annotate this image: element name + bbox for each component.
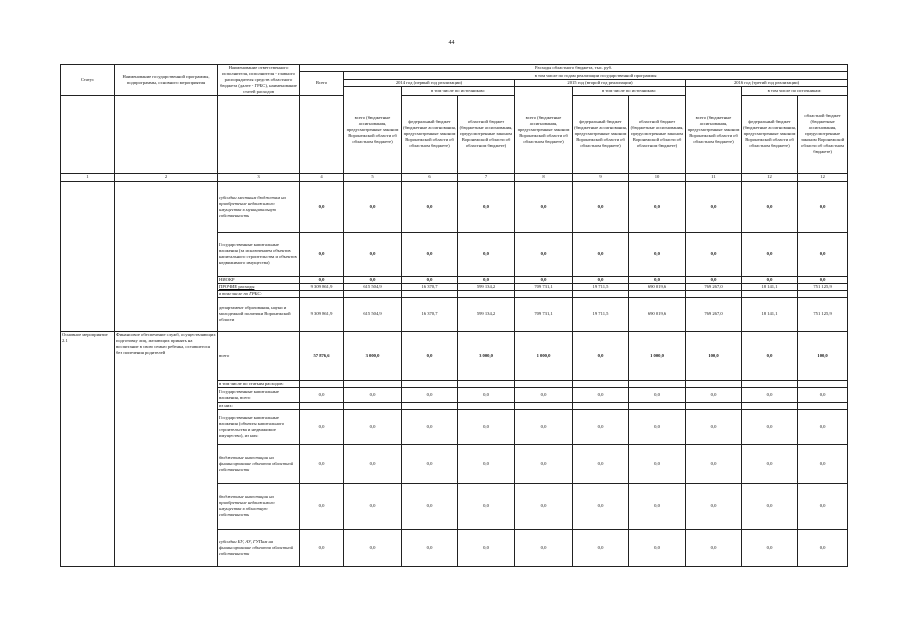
value-cell — [458, 402, 515, 409]
value-cell — [798, 380, 848, 387]
value-cell — [629, 402, 686, 409]
value-cell: 0,0 — [515, 529, 573, 566]
value-cell: 0,0 — [742, 387, 798, 402]
row-label: в том числе по статьям расходов: — [218, 380, 300, 387]
col-number: 7 — [458, 173, 515, 181]
header-by-years: в том числе по годам реализации государственной программы — [344, 72, 848, 80]
value-cell: 0,0 — [300, 409, 344, 444]
value-cell: 0,0 — [798, 387, 848, 402]
col-number: 1 — [61, 173, 115, 181]
header-all-2016: всего (бюджетные ассигнования, предусмотренные законом Воронежской области об областном бюджете) — [686, 87, 742, 173]
col-number: 2 — [115, 173, 218, 181]
row-label: из них: — [218, 402, 300, 409]
value-cell: 0,0 — [344, 276, 402, 283]
value-cell: 0,0 — [515, 232, 573, 276]
value-cell: 751 125,9 — [798, 283, 848, 290]
value-cell: 0,0 — [798, 529, 848, 566]
header-year-2015: 2015 год (второй год реализации) — [515, 80, 686, 87]
value-cell — [458, 380, 515, 387]
col-number: 10 — [629, 173, 686, 181]
value-cell: 16 370,7 — [402, 297, 458, 331]
value-cell: 0,0 — [686, 387, 742, 402]
header-regional-2016: областной бюджет (бюджетные ассигнования, предусмотренные законом Воронежской области об областном бюджете) — [798, 95, 848, 173]
value-cell — [742, 380, 798, 387]
col-number: 11 — [686, 173, 742, 181]
value-cell: 0,0 — [742, 276, 798, 283]
value-cell: 769 267,0 — [686, 283, 742, 290]
value-cell: 0,0 — [798, 181, 848, 232]
col-number: 12 — [742, 173, 798, 181]
value-cell: 0,0 — [458, 444, 515, 483]
value-cell — [515, 290, 573, 297]
value-cell: 0,0 — [300, 232, 344, 276]
value-cell: 615 504,9 — [344, 283, 402, 290]
value-cell — [344, 380, 402, 387]
value-cell: 0,0 — [629, 529, 686, 566]
value-cell: 0,0 — [300, 181, 344, 232]
header-year-2016: 2016 год (третий год реализации) — [686, 80, 848, 87]
page-number: 44 — [448, 40, 455, 46]
value-cell: 0,0 — [742, 409, 798, 444]
header-program-name: Наименование государственной программы, подпрограммы, основного мероприятия — [115, 65, 218, 96]
row-label: НИОКР — [218, 276, 300, 283]
value-cell: 0,0 — [402, 409, 458, 444]
header-federal-2016: федеральный бюджет (бюджетные ассигнования, предусмотренные законом Воронежской области об областном бюджете) — [742, 95, 798, 173]
value-cell: 0,0 — [798, 444, 848, 483]
status-cell-empty — [61, 181, 115, 331]
value-cell: 0,0 — [458, 276, 515, 283]
column-number-row — [61, 173, 848, 181]
value-cell: 0,0 — [402, 387, 458, 402]
value-cell: 0,0 — [300, 276, 344, 283]
value-cell: 0,0 — [344, 409, 402, 444]
value-cell: 0,0 — [629, 232, 686, 276]
value-cell: 0,0 — [458, 387, 515, 402]
value-cell: 599 134,2 — [458, 283, 515, 290]
value-cell: 709 731,1 — [515, 283, 573, 290]
col-number: 3 — [218, 173, 300, 181]
value-cell — [742, 402, 798, 409]
row-label: Государственные капитальные вложения (объекты капитального строительства и недвижимое имущество), из них: — [218, 409, 300, 444]
value-cell: 0,0 — [686, 444, 742, 483]
value-cell — [573, 290, 629, 297]
row-label: в том числе по ГРБС: — [218, 290, 300, 297]
col-number: 5 — [344, 173, 402, 181]
value-cell: 0,0 — [686, 276, 742, 283]
value-cell: 0,0 — [515, 409, 573, 444]
measure-status: Основное мероприятие 2.1 — [61, 331, 115, 566]
value-cell: 0,0 — [742, 232, 798, 276]
name-cell-empty — [115, 181, 218, 331]
value-cell: 18 141,1 — [742, 297, 798, 331]
value-cell: 0,0 — [458, 232, 515, 276]
value-cell: 0,0 — [629, 181, 686, 232]
value-cell: 0,0 — [573, 232, 629, 276]
value-cell: 0,0 — [573, 444, 629, 483]
value-cell — [402, 290, 458, 297]
value-cell: 57 876,6 — [300, 331, 344, 380]
value-cell: 0,0 — [515, 181, 573, 232]
header-executor-cont — [218, 95, 300, 173]
value-cell — [300, 290, 344, 297]
value-cell — [686, 380, 742, 387]
row-label: бюджетные инвестиции на финансирование объектов областной собственности — [218, 444, 300, 483]
value-cell: 0,0 — [629, 409, 686, 444]
value-cell: 690 019,6 — [629, 283, 686, 290]
header-name-cont — [115, 95, 218, 173]
value-cell: 0,0 — [344, 387, 402, 402]
row-label: Государственные капитальные вложения (за исключением объектов капитального строительства и объектов недвижимого имущества) — [218, 232, 300, 276]
value-cell: 0,0 — [798, 276, 848, 283]
value-cell: 0,0 — [344, 181, 402, 232]
value-cell: 0,0 — [742, 529, 798, 566]
header-expenses: Расходы областного бюджета, тыс. руб. — [300, 65, 848, 72]
value-cell: 0,0 — [402, 232, 458, 276]
value-cell: 769 267,0 — [686, 297, 742, 331]
table-row — [61, 181, 848, 232]
value-cell: 0,0 — [402, 483, 458, 529]
value-cell: 0,0 — [458, 483, 515, 529]
value-cell — [798, 290, 848, 297]
value-cell: 0,0 — [686, 483, 742, 529]
value-cell: 0,0 — [629, 387, 686, 402]
value-cell — [686, 290, 742, 297]
value-cell — [344, 402, 402, 409]
value-cell: 0,0 — [629, 276, 686, 283]
value-cell: 0,0 — [573, 331, 629, 380]
value-cell: 0,0 — [798, 483, 848, 529]
row-label: субсидии местным бюджетам на приобретение недвижимого имущества в муниципальную собственность — [218, 181, 300, 232]
header-regional-2014: областной бюджет (бюджетные ассигнования, предусмотренные законом Воронежской области об областном бюджете) — [458, 95, 515, 173]
value-cell: 0,0 — [686, 232, 742, 276]
value-cell: 0,0 — [402, 181, 458, 232]
header-year-2014: 2014 год (первый год реализации) — [344, 80, 515, 87]
header-status-cont — [61, 95, 115, 173]
value-cell: 599 134,2 — [458, 297, 515, 331]
value-cell — [798, 402, 848, 409]
value-cell: 0,0 — [300, 444, 344, 483]
header-sources-2015: в том числе по источникам: — [573, 87, 686, 95]
value-cell: 0,0 — [573, 409, 629, 444]
value-cell: 0,0 — [798, 409, 848, 444]
value-cell: 1 000,0 — [629, 331, 686, 380]
value-cell: 0,0 — [573, 483, 629, 529]
value-cell — [629, 290, 686, 297]
value-cell: 0,0 — [686, 409, 742, 444]
value-cell — [629, 380, 686, 387]
value-cell: 0,0 — [300, 483, 344, 529]
value-cell — [573, 380, 629, 387]
header-total: Всего — [300, 72, 344, 96]
value-cell: 0,0 — [629, 444, 686, 483]
value-cell: 3 000,0 — [344, 331, 402, 380]
value-cell: 615 504,9 — [344, 297, 402, 331]
value-cell: 0,0 — [515, 387, 573, 402]
value-cell: 0,0 — [402, 529, 458, 566]
header-executor: Наименование ответственного исполнителя, исполнителя - главного распорядителя средств областного бюджета (далее - ГРБС), наименование статей расходов — [218, 65, 300, 96]
row-label: всего — [218, 331, 300, 380]
value-cell: 0,0 — [402, 444, 458, 483]
value-cell: 3 000,0 — [458, 331, 515, 380]
value-cell: 0,0 — [573, 387, 629, 402]
value-cell: 0,0 — [798, 232, 848, 276]
measure-name: Финансовое обеспечение служб, осуществляющих подготовку лиц, желающих принять на воспитание в свою семью ребенка, оставшегося без попечения родителей — [115, 331, 218, 566]
header-sources-2016: в том числе по источникам: — [742, 87, 848, 95]
value-cell: 0,0 — [742, 483, 798, 529]
value-cell: 0,0 — [742, 444, 798, 483]
header-status: Статус — [61, 65, 115, 96]
row-label: департамент образования, науки и молодежной политики Воронежской области — [218, 297, 300, 331]
value-cell: 18 141,1 — [742, 283, 798, 290]
value-cell: 16 370,7 — [402, 283, 458, 290]
value-cell: 690 019,6 — [629, 297, 686, 331]
row-label: бюджетные инвестиции на приобретение недвижимого имущества в областную собственность — [218, 483, 300, 529]
table-row — [61, 331, 848, 380]
value-cell — [686, 402, 742, 409]
value-cell: 0,0 — [344, 483, 402, 529]
value-cell: 0,0 — [458, 181, 515, 232]
value-cell — [300, 402, 344, 409]
header-federal-2014: федеральный бюджет (бюджетные ассигнования, предусмотренные законом Воронежской области об областном бюджете) — [402, 95, 458, 173]
value-cell: 0,0 — [402, 276, 458, 283]
value-cell: 0,0 — [402, 331, 458, 380]
col-number: 12 — [798, 173, 848, 181]
value-cell: 9 309 861,9 — [300, 283, 344, 290]
value-cell: 0,0 — [458, 529, 515, 566]
value-cell — [402, 380, 458, 387]
value-cell — [300, 380, 344, 387]
value-cell: 0,0 — [300, 387, 344, 402]
value-cell: 751 125,9 — [798, 297, 848, 331]
value-cell: 0,0 — [515, 483, 573, 529]
value-cell: 0,0 — [686, 181, 742, 232]
value-cell: 100,0 — [798, 331, 848, 380]
value-cell: 0,0 — [515, 444, 573, 483]
budget-table — [60, 64, 848, 567]
header-sources-2014: в том числе по источникам: — [402, 87, 515, 95]
value-cell — [515, 380, 573, 387]
row-label: субсидии БУ, АУ, ГУПам на финансирование объектов областной собственности — [218, 529, 300, 566]
value-cell — [515, 402, 573, 409]
header-all-2015: всего (бюджетные ассигнования, предусмотренные законом Воронежской области об областном бюджете) — [515, 87, 573, 173]
header-federal-2015: федеральный бюджет (бюджетные ассигнования, предусмотренные законом Воронежской области об областном бюджете) — [573, 95, 629, 173]
value-cell: 19 711,5 — [573, 297, 629, 331]
col-number: 4 — [300, 173, 344, 181]
value-cell — [742, 290, 798, 297]
value-cell: 0,0 — [344, 232, 402, 276]
col-number: 6 — [402, 173, 458, 181]
value-cell: 0,0 — [300, 529, 344, 566]
value-cell: 9 309 861,9 — [300, 297, 344, 331]
value-cell: 0,0 — [573, 529, 629, 566]
value-cell: 709 731,1 — [515, 297, 573, 331]
value-cell: 0,0 — [573, 276, 629, 283]
value-cell — [458, 290, 515, 297]
value-cell — [344, 290, 402, 297]
value-cell — [573, 402, 629, 409]
value-cell: 0,0 — [515, 276, 573, 283]
value-cell: 0,0 — [629, 483, 686, 529]
value-cell: 0,0 — [344, 529, 402, 566]
value-cell: 0,0 — [742, 331, 798, 380]
value-cell: 0,0 — [742, 181, 798, 232]
value-cell: 100,0 — [686, 331, 742, 380]
col-number: 9 — [573, 173, 629, 181]
value-cell: 0,0 — [344, 444, 402, 483]
header-all-2014: всего (бюджетные ассигнования, предусмотренные законом Воронежской области об областном бюджете) — [344, 87, 402, 173]
header-total-cont — [300, 95, 344, 173]
value-cell: 0,0 — [458, 409, 515, 444]
value-cell — [402, 402, 458, 409]
col-number: 8 — [515, 173, 573, 181]
row-label: ПРОЧИЕ расходы — [218, 283, 300, 290]
value-cell: 0,0 — [686, 529, 742, 566]
row-label: Государственные капитальные вложения, всего — [218, 387, 300, 402]
value-cell: 19 711,5 — [573, 283, 629, 290]
value-cell: 0,0 — [573, 181, 629, 232]
header-regional-2015: областной бюджет (бюджетные ассигнования, предусмотренные законом Воронежской области об областном бюджете) — [629, 95, 686, 173]
value-cell: 1 000,0 — [515, 331, 573, 380]
